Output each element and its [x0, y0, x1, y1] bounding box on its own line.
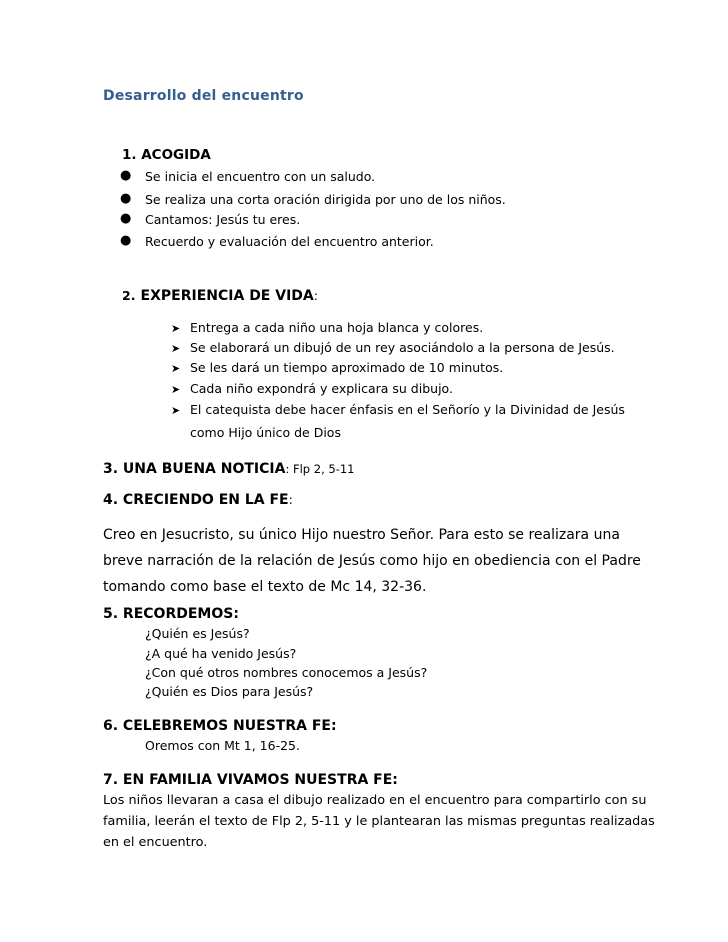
section-creciendo-heading	[103, 489, 293, 508]
section-acogida-heading: 1. ACOGIDA	[122, 147, 211, 163]
section-buena-noticia	[103, 458, 354, 477]
bullet-icon: ●	[120, 168, 132, 183]
list-item: Se elaborará un dibujó de un rey asociándolo a la persona de Jesús.	[190, 340, 615, 355]
list-item: Se realiza una corta oración dirigida por uno de los niños.	[145, 192, 506, 207]
paragraph-line: en el encuentro.	[103, 835, 208, 850]
section-recordemos-heading: 5. RECORDEMOS:	[103, 606, 239, 622]
list-item: Cantamos: Jesús tu eres.	[145, 212, 301, 227]
question-item: ¿Quién es Jesús?	[145, 626, 250, 641]
arrow-bullet-icon: ➤	[171, 362, 181, 375]
section-heading-text: 4. CRECIENDO EN LA FE	[103, 492, 289, 508]
arrow-bullet-icon: ➤	[171, 404, 181, 417]
section-heading-text: EXPERIENCIA DE VIDA	[140, 288, 314, 304]
paragraph-line: familia, leerán el texto de Flp 2, 5-11 y le plantearan las mismas preguntas realizadas	[103, 814, 655, 829]
list-item: Se inicia el encuentro con un saludo.	[145, 169, 376, 184]
section-experiencia-heading	[122, 285, 318, 304]
section-number: 2.	[122, 288, 136, 303]
section-text: Oremos con Mt 1, 16-25.	[145, 738, 300, 753]
list-item-continuation: como Hijo único de Dios	[190, 425, 341, 440]
paragraph-line: Los niños llevaran a casa el dibujo realizado en el encuentro para compartirlo con su	[103, 793, 647, 808]
bullet-icon: ●	[120, 233, 132, 248]
section-celebremos-heading: 6. CELEBREMOS NUESTRA FE:	[103, 718, 337, 734]
bullet-icon: ●	[120, 211, 132, 226]
paragraph-line: Creo en Jesucristo, su único Hijo nuestro Señor. Para esto se realizara una	[103, 527, 620, 543]
bullet-icon: ●	[120, 191, 132, 206]
arrow-bullet-icon: ➤	[171, 342, 181, 355]
question-item: ¿Quién es Dios para Jesús?	[145, 684, 314, 699]
list-item: Se les dará un tiempo aproximado de 10 minutos.	[190, 360, 504, 375]
arrow-bullet-icon: ➤	[171, 322, 181, 335]
question-item: ¿Con qué otros nombres conocemos a Jesús?	[145, 665, 428, 680]
list-item: Recuerdo y evaluación del encuentro anterior.	[145, 234, 434, 249]
paragraph-line: breve narración de la relación de Jesús como hijo en obediencia con el Padre	[103, 553, 641, 569]
list-item: Entrega a cada niño una hoja blanca y colores.	[190, 320, 484, 335]
list-item: Cada niño expondrá y explicara su dibujo.	[190, 381, 453, 396]
section-heading-text: 3. UNA BUENA NOTICIA	[103, 461, 286, 477]
section-heading-colon: :	[313, 288, 318, 303]
paragraph-line: tomando como base el texto de Mc 14, 32-36.	[103, 579, 427, 595]
page-title: Desarrollo del encuentro	[103, 88, 304, 104]
question-item: ¿A qué ha venido Jesús?	[145, 646, 297, 661]
list-item: El catequista debe hacer énfasis en el Señorío y la Divinidad de Jesús	[190, 402, 625, 417]
arrow-bullet-icon: ➤	[171, 383, 181, 396]
section-familia-heading: 7. EN FAMILIA VIVAMOS NUESTRA FE:	[103, 772, 398, 788]
section-heading-colon: :	[288, 492, 293, 507]
section-reference: : Flp 2, 5-11	[285, 462, 355, 476]
